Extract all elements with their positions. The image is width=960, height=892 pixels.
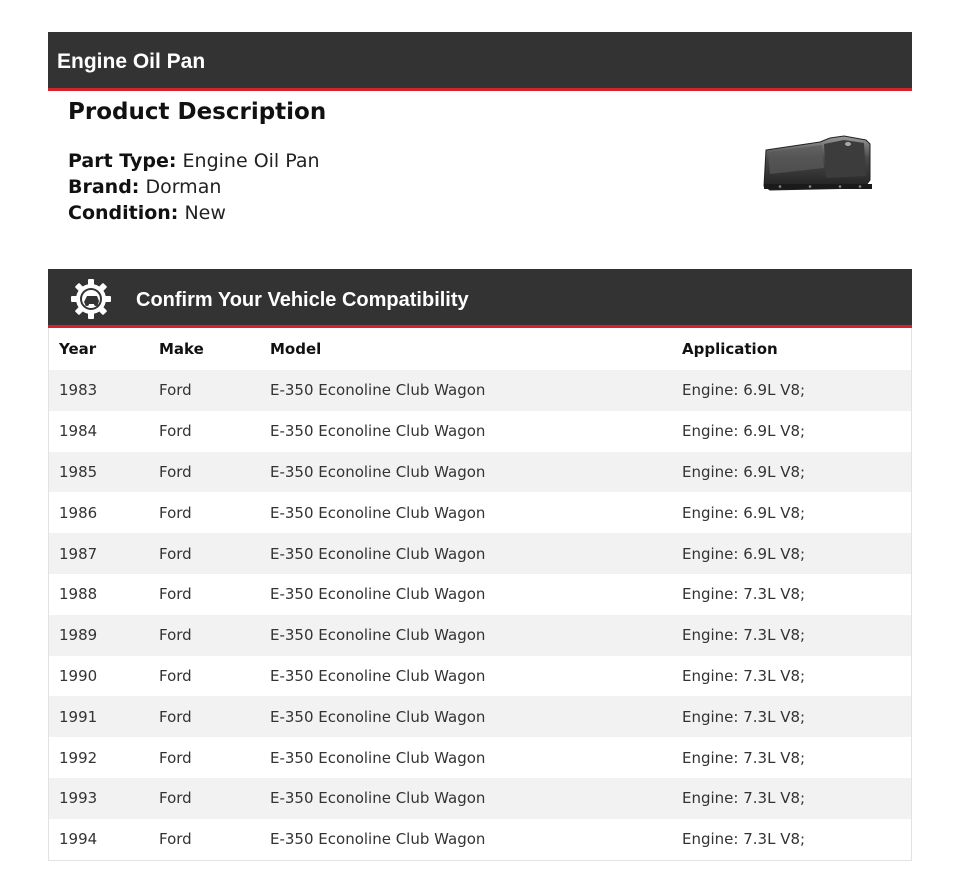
cell-application: Engine: 7.3L V8; (682, 626, 806, 645)
cell-make: Ford (159, 381, 192, 400)
cell-year: 1983 (59, 381, 98, 400)
cell-year: 1985 (59, 462, 98, 481)
cell-model: E-350 Econoline Club Wagon (270, 789, 486, 808)
table-row (49, 778, 911, 819)
compatibility-title: Confirm Your Vehicle Compatibility (136, 289, 469, 311)
attribute-label: Part Type: (68, 150, 177, 172)
product-title-bar (48, 32, 912, 91)
cell-make: Ford (159, 544, 192, 563)
compatibility-header (48, 269, 912, 328)
table-row (49, 492, 911, 533)
table-row (49, 737, 911, 778)
cell-model: E-350 Econoline Club Wagon (270, 585, 486, 604)
product-title: Engine Oil Pan (57, 50, 206, 73)
attribute-list (68, 148, 668, 226)
table-header-row (49, 328, 911, 370)
attribute-value: Engine Oil Pan (182, 150, 320, 172)
column-year: Year (59, 340, 97, 358)
cell-application: Engine: 6.9L V8; (682, 462, 806, 481)
attribute-label: Condition: (68, 202, 179, 224)
cell-application: Engine: 6.9L V8; (682, 503, 806, 522)
attribute-label: Brand: (68, 176, 140, 198)
attribute-condition (68, 200, 668, 226)
cell-application: Engine: 7.3L V8; (682, 585, 806, 604)
compatibility-table (49, 328, 911, 860)
cell-year: 1991 (59, 707, 98, 726)
attribute-value: Dorman (145, 176, 222, 198)
cell-year: 1987 (59, 544, 98, 563)
cell-year: 1984 (59, 422, 98, 441)
cell-year: 1993 (59, 789, 98, 808)
table-row (49, 615, 911, 656)
cell-make: Ford (159, 422, 192, 441)
table-row (49, 370, 911, 411)
cell-application: Engine: 7.3L V8; (682, 830, 806, 849)
table-row (49, 696, 911, 737)
cell-make: Ford (159, 503, 192, 522)
cell-year: 1988 (59, 585, 98, 604)
column-application: Application (682, 340, 778, 358)
cell-model: E-350 Econoline Club Wagon (270, 381, 486, 400)
cell-model: E-350 Econoline Club Wagon (270, 830, 486, 849)
description-heading: Product Description (68, 99, 327, 125)
cell-application: Engine: 6.9L V8; (682, 422, 806, 441)
table-row (49, 452, 911, 493)
cell-model: E-350 Econoline Club Wagon (270, 748, 486, 767)
attribute-part-type (68, 148, 668, 174)
cell-year: 1986 (59, 503, 98, 522)
cell-model: E-350 Econoline Club Wagon (270, 666, 486, 685)
cell-make: Ford (159, 707, 192, 726)
cell-model: E-350 Econoline Club Wagon (270, 462, 486, 481)
cell-model: E-350 Econoline Club Wagon (270, 544, 486, 563)
attribute-brand (68, 174, 668, 200)
cell-application: Engine: 7.3L V8; (682, 666, 806, 685)
column-model: Model (270, 340, 322, 358)
cell-make: Ford (159, 585, 192, 604)
oil-pan-image (760, 128, 876, 196)
cell-make: Ford (159, 462, 192, 481)
cell-application: Engine: 7.3L V8; (682, 789, 806, 808)
table-row (49, 656, 911, 697)
cell-application: Engine: 7.3L V8; (682, 707, 806, 726)
compatibility-table-wrap (48, 328, 912, 861)
cell-year: 1990 (59, 666, 98, 685)
cell-model: E-350 Econoline Club Wagon (270, 422, 486, 441)
table-row (49, 411, 911, 452)
cell-year: 1994 (59, 830, 98, 849)
table-row (49, 819, 911, 860)
cell-model: E-350 Econoline Club Wagon (270, 626, 486, 645)
cell-make: Ford (159, 748, 192, 767)
cell-make: Ford (159, 830, 192, 849)
cell-year: 1992 (59, 748, 98, 767)
cell-application: Engine: 6.9L V8; (682, 381, 806, 400)
attribute-value: New (184, 202, 226, 224)
column-make: Make (159, 340, 204, 358)
cell-make: Ford (159, 666, 192, 685)
cell-year: 1989 (59, 626, 98, 645)
table-row (49, 574, 911, 615)
cell-model: E-350 Econoline Club Wagon (270, 707, 486, 726)
cell-application: Engine: 7.3L V8; (682, 748, 806, 767)
product-description (68, 96, 668, 226)
cell-make: Ford (159, 789, 192, 808)
table-row (49, 533, 911, 574)
cell-application: Engine: 6.9L V8; (682, 544, 806, 563)
cell-make: Ford (159, 626, 192, 645)
cell-model: E-350 Econoline Club Wagon (270, 503, 486, 522)
gear-icon (70, 278, 112, 320)
